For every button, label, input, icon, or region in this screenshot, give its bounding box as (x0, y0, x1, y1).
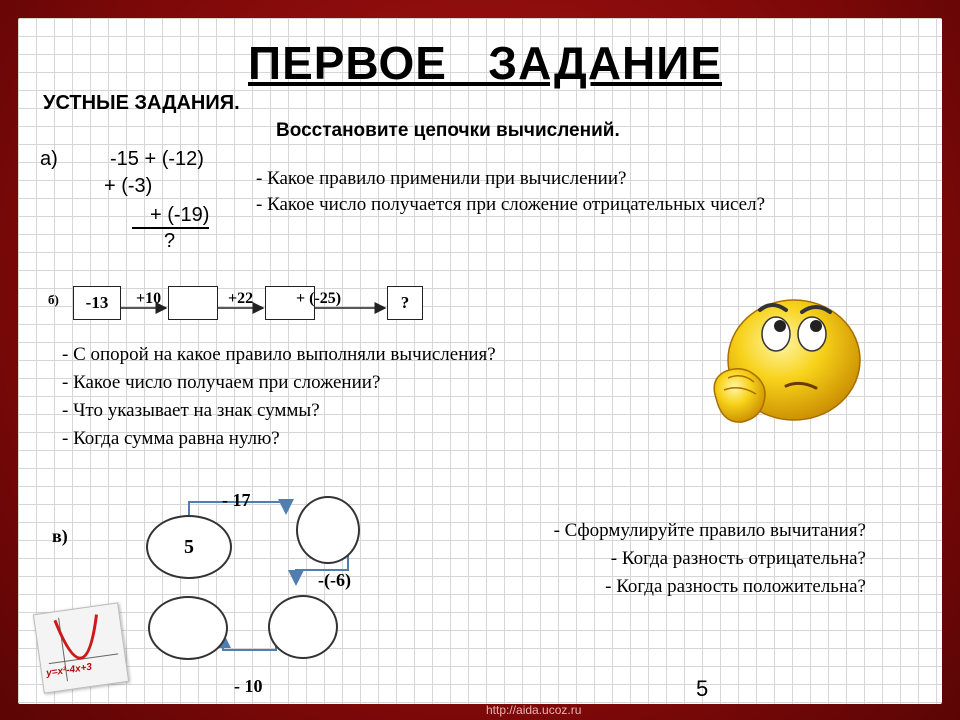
chain-v-arrow-3 (223, 634, 276, 650)
part-b-question-2: - Какое число получаем при сложении? (62, 372, 381, 393)
part-a-label: а) (40, 148, 58, 170)
part-v-question-2: - Когда разность отрицательна? (610, 548, 866, 569)
part-a-question-1: - Какое правило применили при вычислении? (256, 168, 627, 189)
chain-b-start-box: -13 (73, 286, 121, 320)
part-a-line1: -15 + (-12) (110, 148, 204, 170)
chain-v-step-2-label: -(-6) (318, 570, 351, 590)
restore-chains-heading: Восстановите цепочки вычислений. (276, 120, 620, 141)
part-b-question-1: - С опорой на какое правило выполняли вычисления? (62, 344, 496, 365)
chain-v-ellipse-2[interactable] (268, 595, 338, 659)
page-number: 5 (696, 676, 709, 701)
graph-logo (33, 602, 129, 693)
grid-paper (18, 18, 942, 704)
chain-v-step-1-label: - 17 (222, 490, 251, 510)
part-a-result: ? (164, 230, 176, 252)
part-v-label: в) (52, 526, 68, 546)
part-b-question-3: - Что указывает на знак суммы? (62, 400, 320, 421)
part-v-question-1: - Сформулируйте правило вычитания? (553, 520, 866, 541)
oral-tasks-heading: УСТНЫЕ ЗАДАНИЯ. (43, 92, 240, 114)
watermark-url: http://aida.ucoz.ru (486, 703, 582, 717)
chain-b-step-3-label: + (-25) (296, 290, 342, 307)
chain-v-ellipse-3[interactable] (148, 596, 228, 660)
parabola-graph-icon (34, 604, 128, 693)
chain-v-ellipse-1[interactable] (296, 496, 360, 564)
part-b-label: б) (48, 292, 59, 307)
chain-b-step-2-label: +22 (228, 290, 254, 307)
chain-b-step-1-label: +10 (136, 290, 162, 307)
part-a-line3: + (-19) (132, 203, 209, 229)
logo-formula: y=x²-4x+3 (45, 661, 93, 680)
part-a-question-2: - Какое число получается при сложение отрицательных чисел? (256, 194, 766, 215)
chain-v-step-3-label: - 10 (234, 676, 263, 696)
part-b-question-4: - Когда сумма равна нулю? (62, 428, 280, 449)
chain-b-end-box: ? (387, 286, 423, 320)
part-v-question-3: - Когда разность положительна? (605, 576, 866, 597)
thinking-smiley-icon (694, 288, 884, 438)
part-a-line2: + (-3) (104, 175, 153, 197)
page-title: ПЕРВОЕ ЗАДАНИЕ (248, 37, 723, 89)
chain-v-start-ellipse: 5 (146, 515, 232, 579)
